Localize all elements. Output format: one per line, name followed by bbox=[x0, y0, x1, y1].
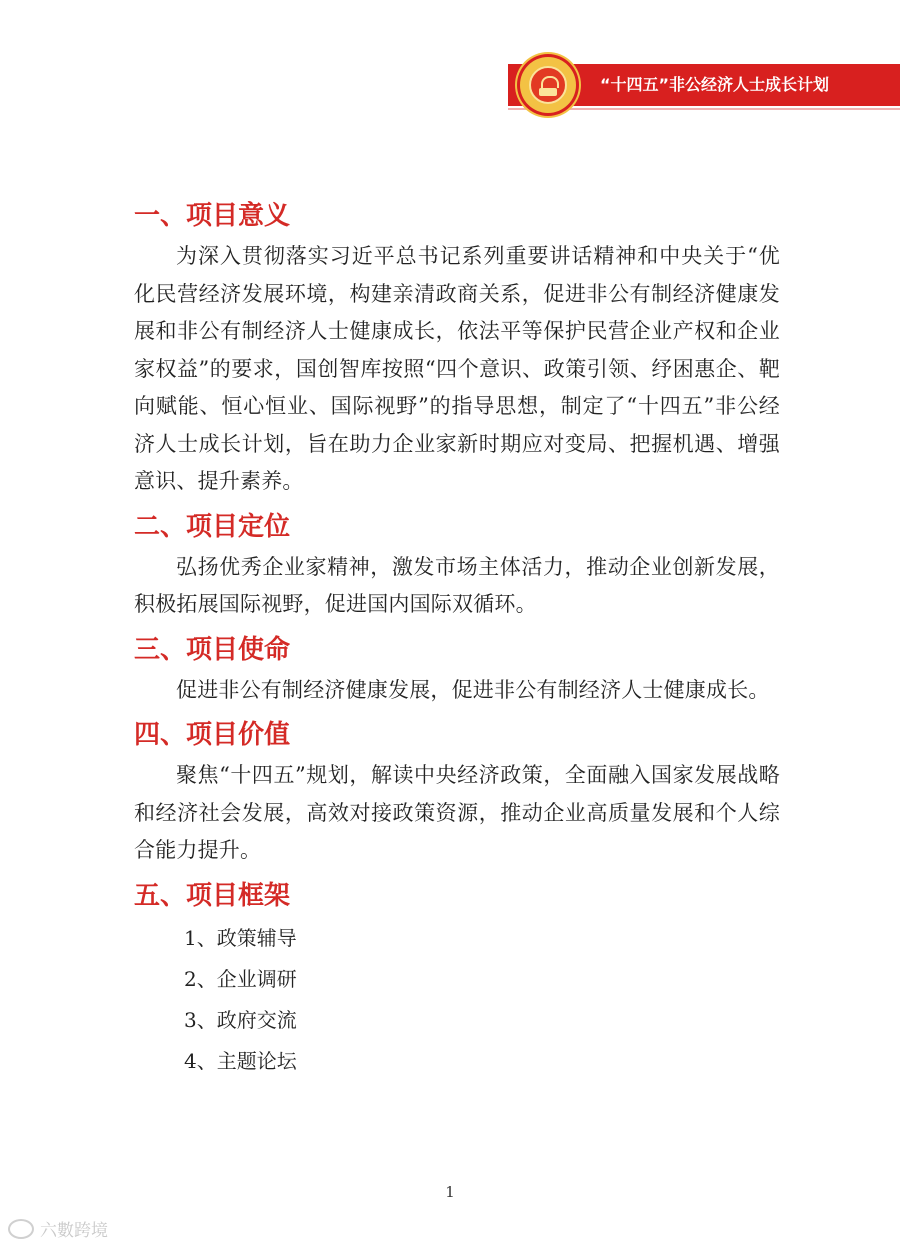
watermark-logo-icon bbox=[8, 1219, 34, 1239]
emblem-logo bbox=[520, 57, 576, 113]
section-title-positioning: 二、项目定位 bbox=[134, 511, 291, 542]
list-item: 4、主题论坛 bbox=[184, 1048, 297, 1073]
page-number: 1 bbox=[445, 1183, 455, 1201]
list-item: 2、企业调研 bbox=[184, 966, 297, 991]
section-title-mission: 三、项目使命 bbox=[134, 634, 291, 665]
section-paragraph: 为深入贯彻落实习近平总书记系列重要讲话精神和中央关于“优化民营经济发展环境，构建亲清政商关系，促进非公有制经济健康发展和非公有制经济人士健康成长，依法平等保护民营企业产权和企业家权益”的要求，国创智库按照“四个意识、政策引领、纾困惠企、靶向赋能、恒心恒业、国际视野”的指导思想，制定了“十四五”非公经济人士成长计划，旨在助力企业家新时期应对变局、把握机遇、增强意识、提升素养。 bbox=[134, 244, 780, 493]
header-title: “十四五”非公经济人士成长计划 bbox=[600, 75, 830, 94]
emblem-core bbox=[529, 66, 567, 104]
watermark-text: 六數跨境 bbox=[40, 1221, 108, 1241]
section-title-value: 四、项目价值 bbox=[134, 720, 291, 750]
section-title-framework: 五、项目框架 bbox=[134, 880, 291, 911]
list-item: 1、政策辅导 bbox=[184, 925, 297, 950]
section-paragraph: 弘扬优秀企业家精神，激发市场主体活力，推动企业创新发展，积极拓展国际视野，促进国内国际双循环。 bbox=[134, 554, 780, 616]
framework-list bbox=[134, 918, 780, 1082]
watermark bbox=[8, 1216, 108, 1241]
document-body bbox=[134, 196, 780, 1082]
section-paragraph: 促进非公有制经济健康发展，促进非公有制经济人士健康成长。 bbox=[176, 677, 770, 702]
section-paragraph: 聚焦“十四五”规划，解读中央经济政策，全面融入国家发展战略和经济社会发展，高效对接政策资源，推动企业高质量发展和个人综合能力提升。 bbox=[134, 763, 780, 862]
list-item: 3、政府交流 bbox=[184, 1007, 297, 1032]
section-title-significance: 一、项目意义 bbox=[134, 201, 291, 231]
